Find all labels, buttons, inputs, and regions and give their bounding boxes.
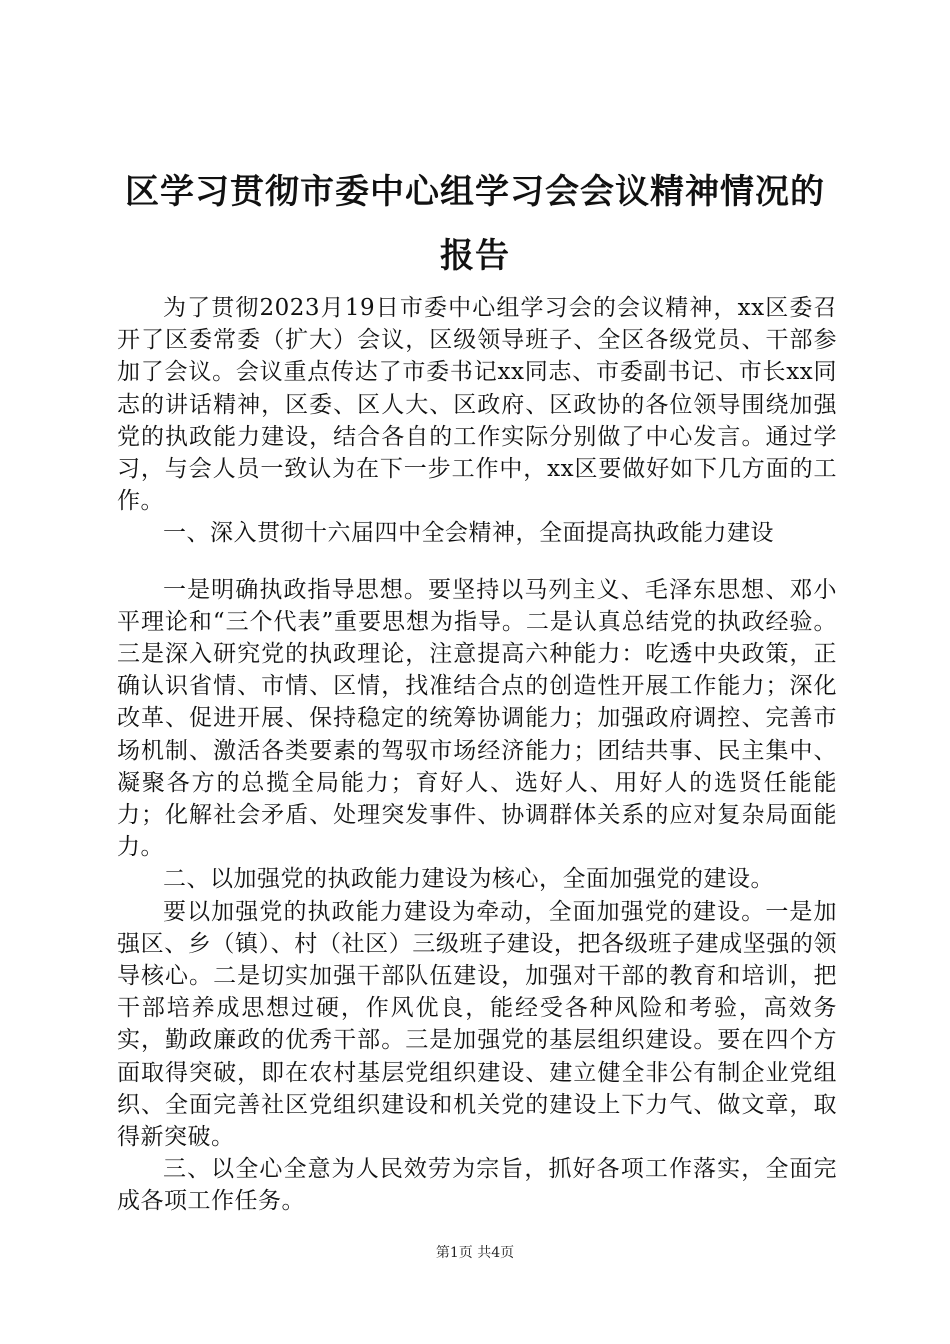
blank-line [117, 550, 837, 574]
title-line-2: 报告 [440, 236, 510, 276]
section-body-1: 一是明确执政指导思想。要坚持以马列主义、毛泽东思想、邓小平理论和“三个代表”重要思想为指导。二是认真总结党的执政经验。三是深入研究党的执政理论，注意提高六种能力：吃透中央政策，正确认识省情、市情、区情，找准结合点的创造性开展工作能力；深化改革、促进开展、保持稳定的统筹协调能力；加强政府调控、完善市场机制、激活各类要素的驾驭市场经济能力；团结共事、民主集中、凝聚各方的总揽全局能力；育好人、选好人、用好人的选贤任能能力；化解社会矛盾、处理突发事件、协调群体关系的应对复杂局面能力。 [117, 576, 837, 861]
page-footer: 第1页 共4页 [435, 1245, 515, 1261]
title-line-1: 区学习贯彻市委中心组学习会会议精神情况的 [125, 172, 825, 212]
section-body-2: 要以加强党的执政能力建设为牵动，全面加强党的建设。一是加强区、乡（镇）、村（社区）三级班子建设，把各级班子建成坚强的领导核心。二是切实加强干部队伍建设，加强对干部的教育和培训，把干部培养成思想过硬，作风优良，能经受各种风险和考验，高效务实，勤政廉政的优秀干部。三是加强党的基层组织建设。要在四个方面取得突破，即在农村基层党组织建设、建立健全非公有制企业党组织、全面完善社区党组织建设和机关党的建设上下力气、做文章，取得新突破。 [117, 898, 837, 1151]
section-heading-1: 一、深入贯彻十六届四中全会精神，全面提高执政能力建设 [163, 520, 774, 547]
document-title [110, 160, 840, 288]
section-heading-2: 二、以加强党的执政能力建设为核心，全面加强党的建设。 [163, 866, 774, 893]
intro-paragraph: 为了贯彻2023月19日市委中心组学习会的会议精神，xx区委召开了区委常委（扩大）会议，区级领导班子、全区各级党员、干部参加了会议。会议重点传达了市委书记xx同志、市委副书记、市长xx同志的讲话精神，区委、区人大、区政府、区政协的各位领导围绕加强党的执政能力建设，结合各自的工作实际分别做了中心发言。通过学习，与会人员一致认为在下一步工作中，xx区要做好如下几方面的工作。 [117, 295, 837, 515]
section-heading-3: 三、以全心全意为人民效劳为宗旨，抓好各项工作落实，全面完成各项工作任务。 [117, 1156, 837, 1215]
document-body [117, 292, 837, 1218]
